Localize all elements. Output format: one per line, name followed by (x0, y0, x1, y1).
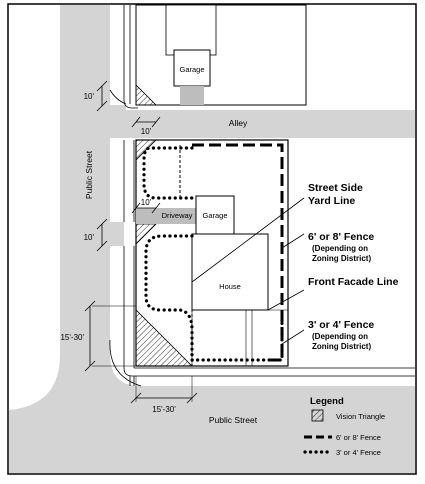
top-house (166, 5, 216, 55)
public-street-bottom-label: Public Street (208, 415, 258, 425)
callout-fence-3-4-2: (Depending on (312, 332, 368, 341)
main-lot (136, 140, 288, 366)
legend-label-fence-3-4: 3' or 4' Fence (336, 448, 381, 457)
dim-15-30-vertical: 15'-30' (60, 333, 84, 342)
dim-10-alley-vertical: 10' (83, 92, 94, 101)
legend-label-fence-6-8: 6' or 8' Fence (336, 433, 381, 442)
legend-swatch-vision-triangle (312, 410, 323, 421)
top-lot (136, 5, 306, 105)
dim-10-driveway-vertical: 10' (83, 233, 94, 242)
callout-front-facade-line: Front Facade Line (308, 276, 399, 288)
callout-street-side-yard-line-2: Yard Line (308, 195, 356, 207)
dim-10-driveway-horizontal: 10' (140, 198, 152, 207)
driveway-apron (110, 222, 124, 246)
dim-10-alley-horizontal: 10' (140, 127, 152, 136)
garage-label: Garage (202, 211, 228, 220)
callout-fence-3-4-3: Zoning District) (312, 342, 372, 351)
garage-top-label: Garage (179, 65, 205, 74)
callout-fence-3-4-1: 3' or 4' Fence (308, 319, 375, 331)
dim-15-30-horizontal: 15'-30' (152, 405, 176, 414)
top-driveway (180, 86, 204, 105)
callout-fence-6-8-2: (Depending on (312, 244, 368, 253)
callout-street-side-yard-line-1: Street Side (308, 182, 363, 194)
public-street-vertical-label: Public Street (84, 150, 94, 200)
alley-label: Alley (228, 118, 248, 128)
driveway-label: Driveway (161, 211, 193, 220)
alley-area (110, 110, 415, 138)
legend-label-vision-triangle: Vision Triangle (336, 412, 386, 421)
legend-title: Legend (310, 396, 344, 407)
callout-fence-6-8-1: 6' or 8' Fence (308, 231, 375, 243)
callout-fence-6-8-3: Zoning District) (312, 254, 372, 263)
house-label: House (219, 282, 241, 291)
house (192, 234, 268, 310)
